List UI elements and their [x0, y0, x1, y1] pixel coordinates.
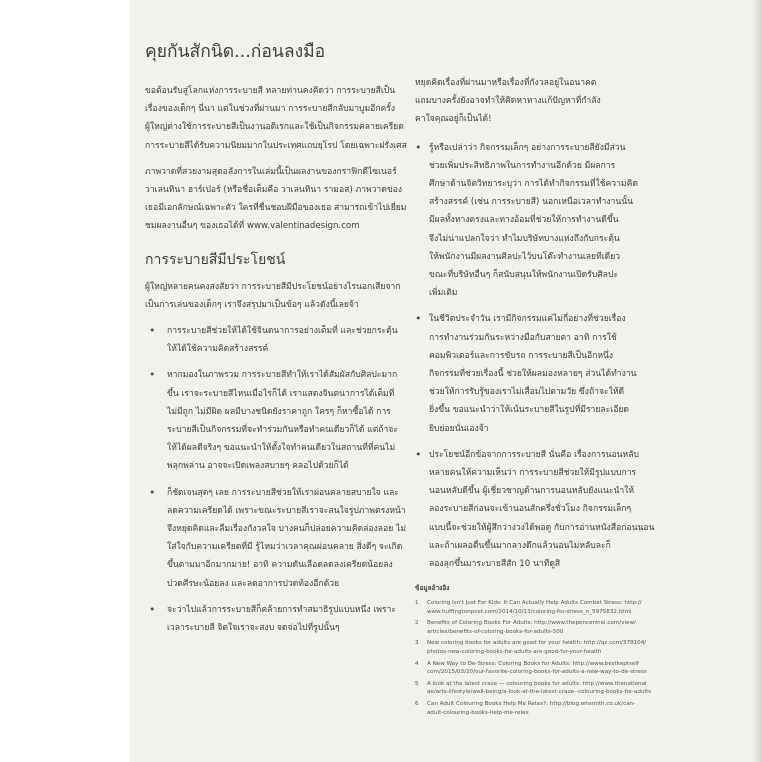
text-line: ให้พนักงานมีผลงานศิลปะไว้บนโต๊ะทำงานเลยทีเดียว — [429, 251, 621, 262]
reference-line: Can Adult Colouring Books Help Me Relax?: http://blog.whsmith.co.uk/can- — [427, 700, 636, 707]
reference-line: ae/arts-lifestyle/well-being/a-look-at-the-latest-craze--colouring-books-for-adults — [427, 689, 652, 696]
reference-line: www.huffingtonpost.com/2014/10/13/coloring-for-stress_n_5975832.html — [427, 608, 632, 615]
text-line: เพิ่มเติม — [429, 288, 458, 299]
benefit-item-4: • จะว่าไปแล้วการระบายสีก็คล้ายการทำสมาธิรูปแบบหนึ่ง เพราะเวลาระบายสี จิตใจเราจะสงบ จดจ่อไปที่รูปนั้นๆ — [145, 601, 407, 637]
text-line: ช่วยเพิ่มประสิทธิภาพในการทำงานอีกด้วย มีผลการ — [429, 160, 616, 171]
reference-item — [415, 599, 762, 616]
right-column — [415, 74, 762, 581]
artist-paragraph: ภาพวาดที่สวยงามสุดอลังการในเล่มนี้เป็นผลงานของกราฟิกดีไซเนอร์ วาเลนทินา ฮาร์เปอร์ (หรือชื่อเต็มคือ วาเลนทินา รามอส) ภาพวาดของเธอมีเอกลักษณ์เฉพาะตัว ใครที่ชื่นชอบฝีมือของเธอ สามารถเข้าไปเยี่ยมชมผลงานอื่นๆ ของเธอได้ที่ www.valentinadesign.com — [145, 166, 407, 232]
reference-line: New coloring books for adults are good for your health: http://qz.com/378104/ — [427, 640, 647, 647]
text-line: รู้หรือเปล่าว่า กิจกรรมเล็กๆ อย่างการระบายสียังมีส่วน — [429, 142, 626, 153]
reference-item — [415, 700, 762, 717]
benefit-item-work — [415, 139, 762, 303]
text-line: ในชีวิตประจำวัน เรามีกิจกรรมแค่ไม่กี่อย่างที่ช่วยเรื่อง — [429, 314, 626, 325]
reference-item — [415, 680, 762, 697]
reference-number: 4 — [415, 660, 419, 667]
benefit-item-1: • การระบายสีช่วยให้ได้ใช้จินตนาการอย่างเต็มที่ และช่วยกระตุ้นให้ได้ใช้ความคิดสร้างสรรค์ — [145, 322, 407, 358]
reference-line: photos-new-coloring-books-for-adults-are-good-for-your-health — [427, 648, 602, 655]
reference-line: articles/benefits-of-coloring-books-for-adults-500 — [427, 628, 564, 635]
text-line: หลายคนให้ความเห็นว่า การระบายสีช่วยให้มีรูปแบบการ — [429, 468, 637, 479]
text-line: การทำงานร่วมกันระหว่างมือกับสายตา อาทิ การใช้ — [429, 332, 617, 343]
continued-line: หยุดคิดเรื่องที่ผ่านมาหรือเรื่องที่กังวลอยู่ในอนาคต — [415, 78, 597, 88]
reference-number: 5 — [415, 680, 419, 687]
reference-number: 6 — [415, 700, 419, 707]
text-line: ยิ่งขึ้น ขอแนะนำว่าให้เน้นระบายสีในรูปที่มีรายละเอียด — [429, 405, 630, 416]
text-line: ยิบย่อยนั่นเองจ้า — [429, 423, 489, 434]
benefit-item-3: • ก็ชัดเจนสุดๆ เลย การระบายสีช่วยให้เราผ่อนคลายสบายใจ และลดความเครียดได้ เพราะขณะระบายสีเราจะสนใจรูปภาพตรงหน้า จึงหยุดคิดและลืมเรื่องกังวลใจ บางคนก็ปล่อยความคิดล่องลอย ไม่ใส่ใจกับความเครียดที่มี รู้ไหมว่าเวลาคุณผ่อนคลาย สิ่งดีๆ จะเกิดขึ้นตามมาอีกมากมาย! อาทิ ความดันเลือดลดลงเครียดน้อยลง ปวดศีรษะน้อยลง และลดอาการปวดท้องอีกด้วย — [145, 484, 407, 593]
reference-line: adult-colouring-books-help-me-relax — [427, 709, 529, 716]
text-line: ประโยชน์อีกข้อจากการระบายสี นั่นคือ เรื่องการนอนหลับ — [429, 449, 639, 460]
book-page — [130, 0, 762, 762]
reference-line: A look at the latest craze — colouring books for adults: http://www.thenational — [427, 680, 647, 687]
text-line: ขณะที่บริษัทอื่นๆ ก็สนับสนุนให้พนักงานเปิดรับศิลปะ — [429, 270, 619, 281]
text-line: จึงไม่น่าแปลกใจว่า ทำไมบริษัทบางแห่งถึงกับกระตุ้น — [429, 233, 620, 244]
reference-number: 1 — [415, 600, 419, 606]
text-line: สร้างสรรค์ (เช่น การระบายสี) นอกเหนือเวลาทำงานนั้น — [429, 197, 633, 208]
reference-item — [415, 619, 762, 636]
benefit-item-sleep — [415, 446, 762, 573]
reference-number: 3 — [415, 640, 419, 647]
text-line: คอมพิวเตอร์และการขับรถ การระบายสีเป็นอีกหนึ่ง — [429, 350, 614, 361]
reference-item — [415, 660, 762, 677]
reference-line: Benefits of Coloring Books For Adults: http://www.thepencentral.com/view/ — [427, 620, 636, 627]
text-line: นอนหลับดีขึ้น ผู้เชี่ยวชาญด้านการนอนหลับยังแนะนำให้ — [429, 486, 635, 497]
left-column — [145, 40, 407, 645]
references-title: ข้อมูลอ้างอิง — [415, 584, 450, 592]
text-line: มีผลทั้งทางตรงและทางอ้อมที่ช่วยให้การทำงานดีขึ้น — [429, 215, 619, 226]
benefits-heading: การระบายสีมีประโยชน์ — [145, 251, 286, 268]
benefit-item-coordination — [415, 310, 762, 437]
benefits-intro: ผู้ใหญ่หลายคนคงสงสัยว่า การระบายสีมีประโยชน์อย่างไรนอกเสียจากเป็นการเล่นของเด็กๆ เราจึงสรุปมาเป็นข้อๆ แล้วดังนี้เลยจ้า — [145, 281, 401, 310]
benefits-list — [145, 322, 407, 637]
reference-number: 2 — [415, 620, 419, 627]
text-line: กิจกรรมที่ช่วยเรื่องนี้ ช่วยให้ผลมองหลายๆ ส่วนได้ทำงาน — [429, 369, 637, 380]
continued-paragraph — [415, 74, 762, 129]
text-line: แบบนี้จะช่วยให้ผู้สึกว่าง่วงได้พอดู กับการอ่านหนังสือก่อนนอน — [429, 522, 655, 533]
benefit-item-2: • หากมองในภาพรวม การระบายสีทำให้เราได้สัมผัสกับศิลปะมากขึ้น เราจะระบายสีไหนเมื่อไรก็ได้ เราแสดงจินตนาการได้เต็มที่ ไม่มีถูก ไม่มีผิด ผลมีบางชนิดยังราคาถูก ใครๆ ก็หาซื้อได้ การระบายสีเป็นกิจกรรมที่จะทำร่วมกันหรือทำคนเดียวก็ได้ แต่ถ้าจะให้ได้ผลดีจริงๆ ขอแนะนำให้ตั้งใจทำคนเดียวในสถานที่ที่คนไม่พลุกพล่าน อาจจะเปิดเพลงสบายๆ คลอไปด้วยก็ได้ — [145, 366, 407, 475]
continued-line: คาใจคุณอยู่ก็เป็นได้! — [415, 114, 492, 125]
intro-paragraph: ขอต้อนรับสู่โลกแห่งการระบายสี หลายท่านคงคิดว่า การระบายสีเป็นเรื่องของเด็กๆ นี่นา แต่ในช่วงที่ผ่านมา การระบายสีกลับมาบูมอีกครั้ง ผู้ใหญ่ต่างใช้การระบายสีเป็นงานอดิเรกและใช้เป็นกิจกรรมคลายเครียด การระบายสีได้รับความนิยมมากในประเทศแถบยุโรป โดยเฉพาะฝรั่งเศส — [145, 86, 407, 151]
text-line: ลองระบายสีก่อนจะเข้านอนสักครึ่งชั่วโมง กิจกรรมเล็กๆ — [429, 504, 632, 515]
benefits-list-continued — [415, 139, 762, 574]
text-line: ลองลุกขึ้นมาระบายสีสัก 10 นาทีดูสิ — [429, 559, 561, 570]
page-title: คุยกันสักนิด...ก่อนลงมือ — [145, 42, 326, 62]
reference-line: A New Way to De-Stress: Coloring Books for Adults: http://www.bestkeptself — [427, 660, 639, 667]
continued-line: แถมบางครั้งยังอาจทำให้คิดหาทางแก้ปัญหาที่กำลัง — [415, 96, 601, 107]
reference-item — [415, 639, 762, 656]
reference-line: Coloring Isn't Just For Kids: It Can Actually Help Adults Combat Stress: http:// — [427, 600, 642, 606]
text-line: ช่วยให้การรับรู้ของเราไม่เสื่อมไปตามวัย ซึ่งถ้าจะให้ดี — [429, 387, 625, 398]
text-line: ศึกษาด้านจิตวิทยาระบุว่า การได้ทำกิจกรรมที่ใช้ความคิด — [429, 179, 638, 190]
references-section — [415, 583, 762, 720]
text-line: และถ้าเผลอตื่นขึ้นมากลางดึกแล้วนอนไม่หลับละก็ — [429, 540, 611, 551]
reference-line: com/2015/03/20/our-favorite-coloring-books-for-adults-a-new-way-to-de-stress — [427, 669, 647, 676]
